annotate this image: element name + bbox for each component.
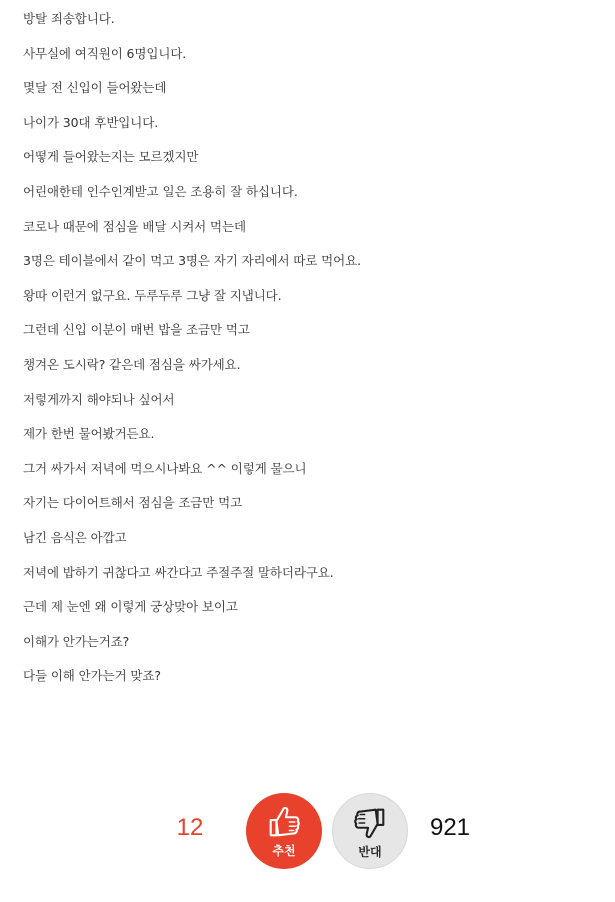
thumbs-up-icon <box>265 803 303 841</box>
recommend-label: 추천 <box>272 844 296 858</box>
post-line: 다들 이해 안가는거 맞죠? <box>23 668 161 684</box>
post-line: 코로나 때문에 점심을 배달 시켜서 먹는데 <box>23 218 246 234</box>
post-line: 자기는 다이어트해서 점심을 조금만 먹고 <box>23 495 243 511</box>
post-line: 그런데 신입 이분이 매번 밥을 조금만 먹고 <box>23 322 250 338</box>
vote-bar <box>0 792 615 872</box>
thumbs-down-icon <box>351 804 389 842</box>
post-line: 저녁에 밥하기 귀찮다고 싸간다고 주절주절 말하더라구요. <box>23 564 334 580</box>
post-line: 3명은 테이블에서 같이 먹고 3명은 자기 자리에서 따로 먹어요. <box>23 253 361 269</box>
post-line: 방탈 죄송합니다. <box>23 11 115 26</box>
post-line: 사무실에 여직원이 6명입니다. <box>23 45 187 61</box>
post-line: 그거 싸가서 저녁에 먹으시나봐요 ^^ 이렇게 물으니 <box>23 460 307 476</box>
post-line: 왕따 이런거 없구요. 두루두루 그냥 잘 지냅니다. <box>23 287 282 303</box>
oppose-count: 921 <box>429 814 471 841</box>
post-line: 이해가 안가는거죠? <box>23 633 130 649</box>
recommend-count: 12 <box>176 814 204 841</box>
post-line: 몇달 전 신입이 들어왔는데 <box>23 80 167 96</box>
post-line: 나이가 30대 후반입니다. <box>23 114 159 130</box>
post-line: 남긴 음식은 아깝고 <box>23 529 127 545</box>
post-line: 제가 한번 물어봤거든요. <box>23 426 155 442</box>
oppose-label: 반대 <box>358 845 382 859</box>
post-line: 챙겨온 도시락? 같은데 점심을 싸가세요. <box>23 356 241 372</box>
recommend-button[interactable] <box>246 793 322 869</box>
post-line: 저렇게까지 해야되나 싶어서 <box>23 391 175 407</box>
post-line: 어떻게 들어왔는지는 모르겠지만 <box>23 149 199 165</box>
post-line: 근데 제 눈엔 왜 이렇게 궁상맞아 보이고 <box>23 599 238 615</box>
post-line: 어린애한테 인수인계받고 일은 조용히 잘 하십니다. <box>23 183 298 199</box>
oppose-button[interactable] <box>332 793 408 869</box>
post-body <box>23 7 593 699</box>
